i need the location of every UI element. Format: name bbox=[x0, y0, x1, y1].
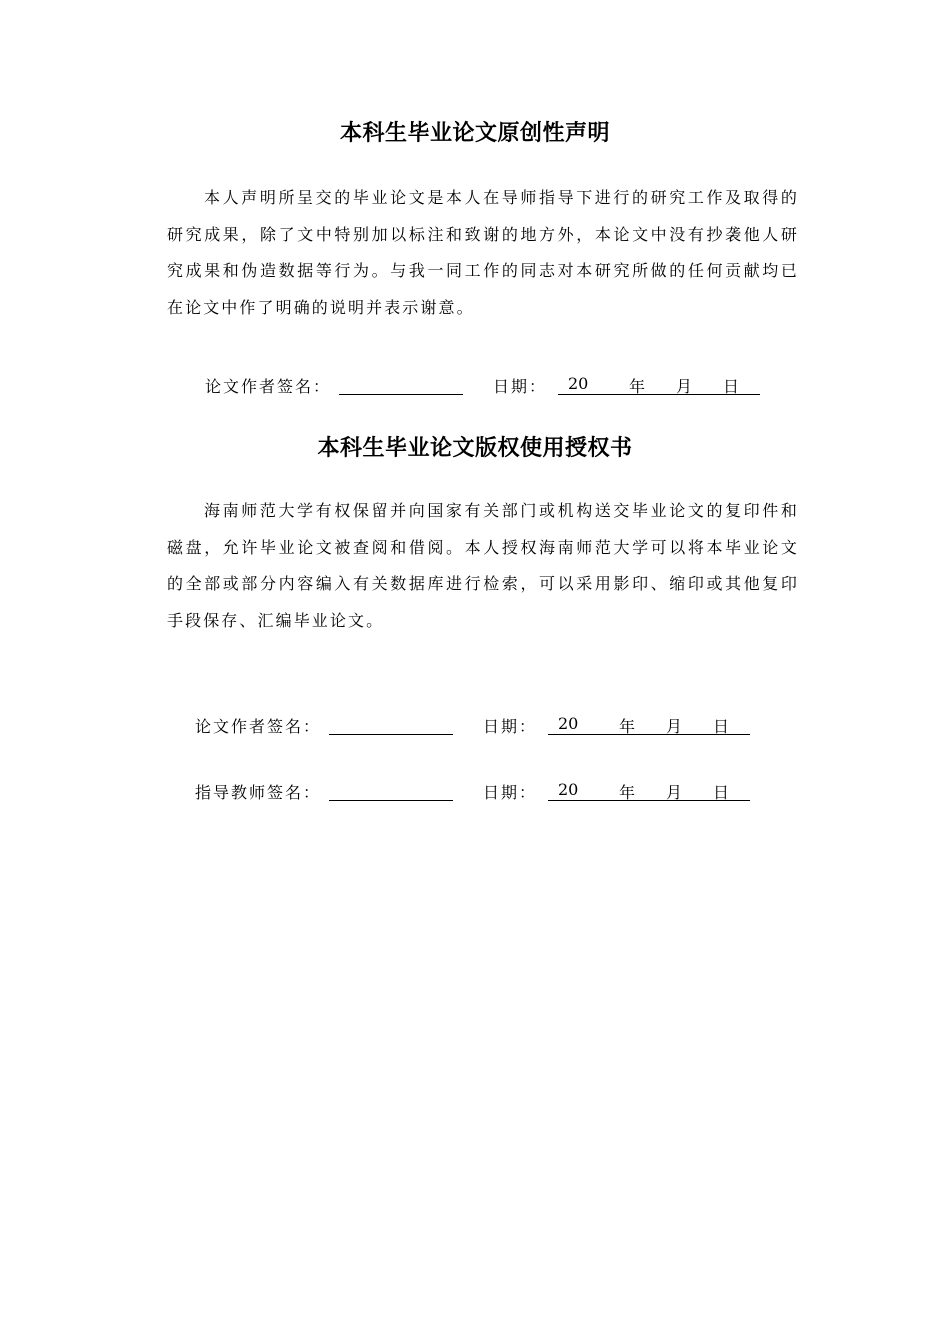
date-year: 年 bbox=[619, 717, 636, 736]
authorization-title: 本科生毕业论文版权使用授权书 bbox=[317, 436, 633, 461]
authorization-author-signature-row bbox=[195, 714, 755, 738]
author-signature-line[interactable] bbox=[329, 734, 453, 735]
date-month: 月 bbox=[676, 377, 693, 396]
advisor-signature-line[interactable] bbox=[329, 800, 453, 801]
author-signature-line[interactable] bbox=[339, 394, 463, 395]
date-label: 日期： bbox=[483, 783, 538, 802]
author-signature-label: 论文作者签名： bbox=[205, 377, 332, 396]
declaration-title: 本科生毕业论文原创性声明 bbox=[339, 121, 610, 146]
date-month: 月 bbox=[666, 783, 683, 802]
authorization-body: 海南师范大学有权保留并向国家有关部门或机构送交毕业论文的复印件和磁盘，允许毕业论文被查阅和借阅。本人授权海南师范大学可以将本毕业论文的全部或部分内容编入有关数据库进行检索，可以采用影印、缩印或其他复印手段保存、汇编毕业论文。 bbox=[167, 501, 799, 630]
date-year-prefix: 20 bbox=[558, 780, 579, 799]
declaration-signature-row bbox=[205, 374, 765, 398]
date-label: 日期： bbox=[493, 377, 548, 396]
date-day: 日 bbox=[713, 717, 730, 736]
date-year-prefix: 20 bbox=[558, 714, 579, 733]
date-label: 日期： bbox=[483, 717, 538, 736]
date-day: 日 bbox=[723, 377, 740, 396]
date-year: 年 bbox=[629, 377, 646, 396]
advisor-signature-label: 指导教师签名： bbox=[195, 783, 322, 802]
date-day: 日 bbox=[713, 783, 730, 802]
declaration-body: 本人声明所呈交的毕业论文是本人在导师指导下进行的研究工作及取得的研究成果，除了文中特别加以标注和致谢的地方外，本论文中没有抄袭他人研究成果和伪造数据等行为。与我一同工作的同志对本研究所做的任何贡献均已在论文中作了明确的说明并表示谢意。 bbox=[167, 188, 799, 317]
date-month: 月 bbox=[666, 717, 683, 736]
authorization-advisor-signature-row bbox=[195, 780, 755, 804]
author-signature-label: 论文作者签名： bbox=[195, 717, 322, 736]
date-year-prefix: 20 bbox=[568, 374, 589, 393]
date-year: 年 bbox=[619, 783, 636, 802]
